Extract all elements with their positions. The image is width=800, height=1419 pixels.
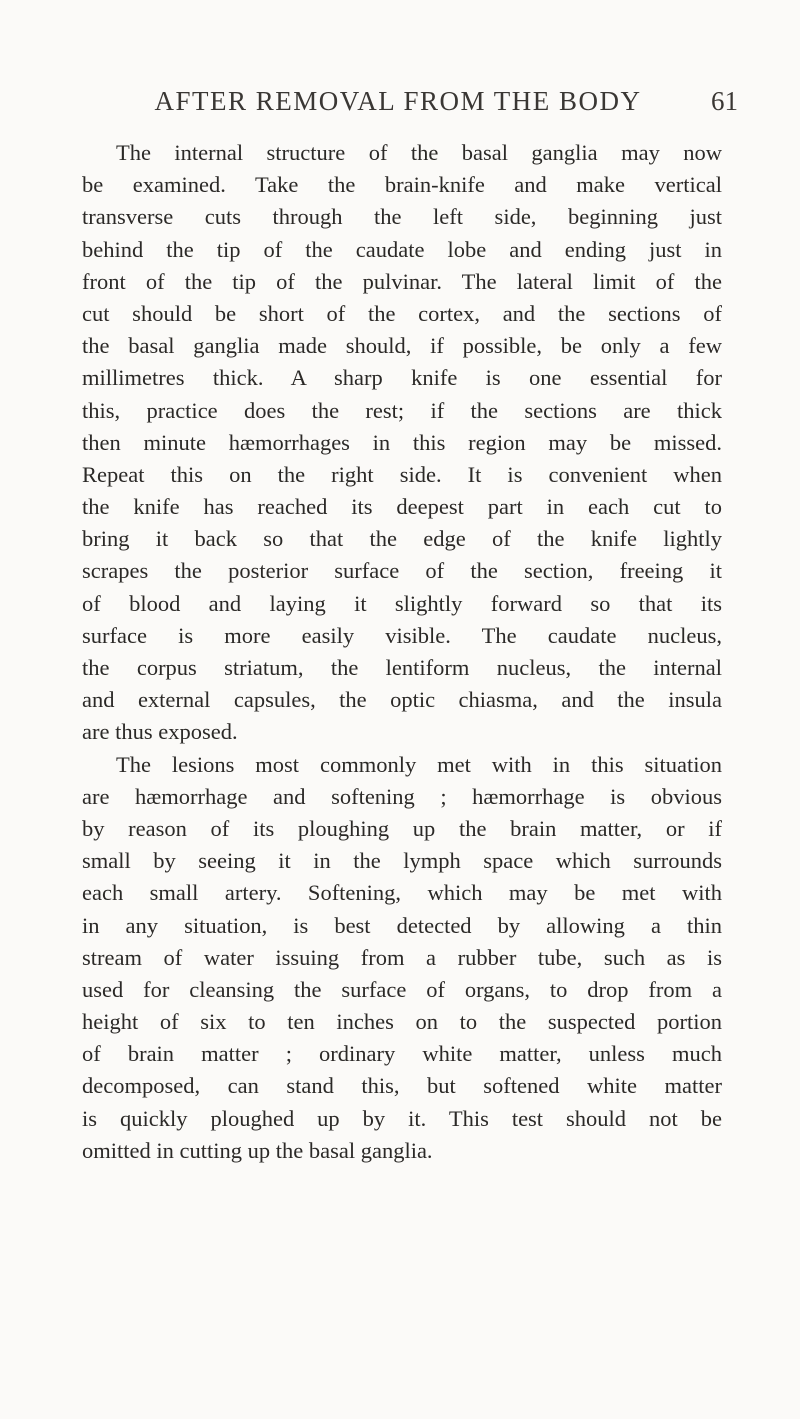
- text-line: the knife has reached its deepest part in each cut to: [82, 494, 722, 520]
- text-line: surface is more easily visible. The caudate nucleus,: [82, 622, 722, 648]
- running-title: AFTER REMOVAL FROM THE BODY: [154, 86, 642, 116]
- text-line: omitted in cutting up the basal ganglia.: [82, 1137, 433, 1163]
- text-line: the basal ganglia made should, if possible, be only a few: [82, 333, 722, 359]
- text-line: bring it back so that the edge of the knife lightly: [82, 526, 722, 552]
- text-line: each small artery. Softening, which may be met with: [82, 880, 722, 906]
- text-line: The lesions most commonly met with in this situation: [116, 751, 722, 777]
- text-line: is quickly ploughed up by it. This test should not be: [82, 1105, 722, 1131]
- text-line: of blood and laying it slightly forward so that its: [82, 590, 722, 616]
- running-head: [118, 86, 738, 126]
- text-line: are thus exposed.: [82, 719, 238, 745]
- text-line: by reason of its ploughing up the brain matter, or if: [82, 815, 722, 841]
- text-line: are hæmorrhage and softening ; hæmorrhage is obvious: [82, 783, 722, 809]
- text-line: then minute hæmorrhages in this region may be missed.: [82, 429, 722, 455]
- text-line: scrapes the posterior surface of the section, freeing it: [82, 558, 722, 584]
- text-line: millimetres thick. A sharp knife is one essential for: [82, 365, 722, 391]
- paragraph-1: [82, 137, 722, 749]
- text-line: stream of water issuing from a rubber tube, such as is: [82, 944, 722, 970]
- text-line: decomposed, can stand this, but softened white matter: [82, 1073, 722, 1099]
- text-line: behind the tip of the caudate lobe and ending just in: [82, 236, 722, 262]
- text-line: of brain matter ; ordinary white matter, unless much: [82, 1041, 722, 1067]
- text-line: front of the tip of the pulvinar. The lateral limit of the: [82, 268, 722, 294]
- text-line: this, practice does the rest; if the sections are thick: [82, 397, 722, 423]
- text-line: be examined. Take the brain-knife and make vertical: [82, 172, 722, 198]
- text-line: Repeat this on the right side. It is convenient when: [82, 461, 722, 487]
- text-line: and external capsules, the optic chiasma, and the insula: [82, 687, 722, 713]
- text-line: The internal structure of the basal ganglia may now: [116, 140, 722, 165]
- text-line: in any situation, is best detected by allowing a thin: [82, 912, 722, 938]
- body-text: [82, 137, 722, 1167]
- text-line: the corpus striatum, the lentiform nucleus, the internal: [82, 655, 722, 680]
- text-line: transverse cuts through the left side, beginning just: [82, 204, 722, 230]
- text-line: cut should be short of the cortex, and the sections of: [82, 300, 722, 326]
- text-line: small by seeing it in the lymph space which surrounds: [82, 848, 722, 874]
- text-line: used for cleansing the surface of organs, to drop from a: [82, 976, 722, 1002]
- text-line: height of six to ten inches on to the suspected portion: [82, 1009, 722, 1035]
- paragraph-2: [82, 749, 722, 1167]
- page-number: 61: [711, 86, 738, 116]
